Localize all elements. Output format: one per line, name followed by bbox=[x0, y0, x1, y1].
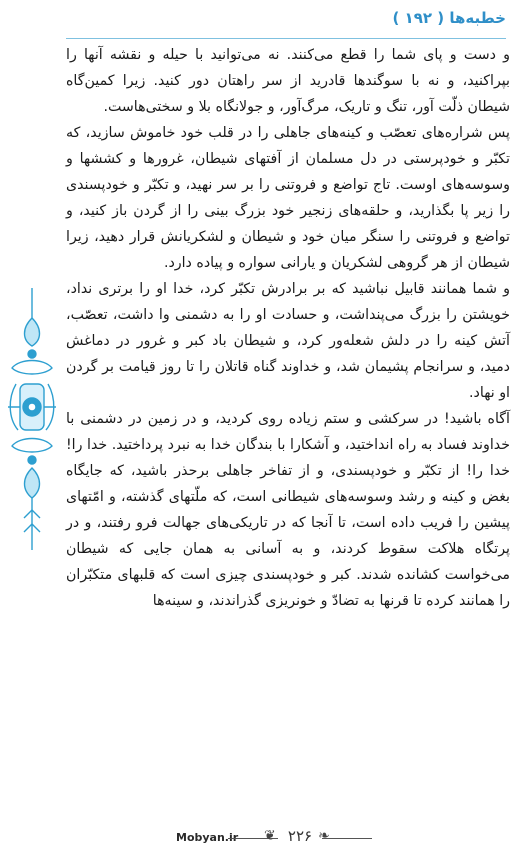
page-number: ۲۲۶ bbox=[287, 827, 313, 845]
page-header bbox=[66, 4, 506, 39]
chapter-title: خطبه‌ها ( ۱۹۲ ) bbox=[392, 9, 506, 27]
paragraph-3: و شما همانند قابیل نباشید که بر برادرش تکبّر کرد، خدا او را برتری نداد، خویشتن را بزرگ می‌پنداشت، و حسادت او را به دشمنی وا داشت، تعصّب، آتش کینه را در دلش شعله‌ور کرد، و شیطان باد کبر و غرور در دماغش دمید، و سرانجام پشیمان شد، و خداوند گناه قاتلان را تا روز قیامت بر گردن او نهاد. bbox=[66, 281, 510, 401]
paragraph-2: پس شراره‌های تعصّب و کینه‌های جاهلی را در قلب خود خاموش سازید، که تکبّر و خودپرستی در دل مسلمان از آفتهای شیطان، غرورها و کششها و وسوسه‌های اوست. تاج تواضع و فروتنی را بر سر نهید، و تکبّر و خودپسندی را زیر پا بگذارید، و حلقه‌های زنجیر خود بزرگ بینی را از گردن باز کنید، و تواضع و فروتنی را سنگر میان خود و شیطان و لشکریانش قرار دهید، زیرا شیطان از هر گروهی لشکریان و یارانی سواره و پیاده دارد. bbox=[66, 125, 510, 271]
footer-rule-right bbox=[322, 838, 372, 839]
paragraph-4: آگاه باشید! در سرکشی و ستم زیاده روی کردید، و در زمین در دشمنی با خداوند فساد به راه انداختید، و آشکارا با بندگان خدا به نبرد پرداختید. خدا را! خدا را! از تکبّر و خودپسندی، و از تفاخر جاهلی برحذر باشید، که جایگاه بغض و کینه و رشد وسوسه‌های شیطانی است، که ملّتهای گذشته، و امّتهای پیشین را فریب داده است، تا آنجا که در تاریکی‌های جهالت فرو رفتند، و در پرتگاه هلاکت سقوط کردند، و به آسانی به همان جایی که شیطان می‌خواست کشانده شدند. کبر و خودپسندی چیزی است که قلبهای متکبّران را همانند کرده تا قرنها به تضادّ و خونریزی گذراندند، و سینه‌ها bbox=[66, 411, 510, 609]
swirl-left-icon: ❦ bbox=[264, 828, 276, 844]
swirl-right-icon: ❧ bbox=[318, 828, 330, 844]
site-mark: Mobyan.ir bbox=[176, 831, 239, 844]
sermon-text bbox=[66, 42, 510, 614]
margin-ornament bbox=[4, 288, 60, 550]
paragraph-1: و دست و پای شما را قطع می‌کنند. نه می‌توانید با حیله و نقشه آنها را بپراکنید، و نه با سوگندها قادرید از سر راهتان دور کنید. زیرا کمین‌گاه شیطان ذلّت آور، تنگ و تاریک، مرگ‌آور، و جولانگاه بلا و سختی‌هاست. bbox=[66, 47, 510, 115]
page-footer bbox=[0, 821, 520, 855]
